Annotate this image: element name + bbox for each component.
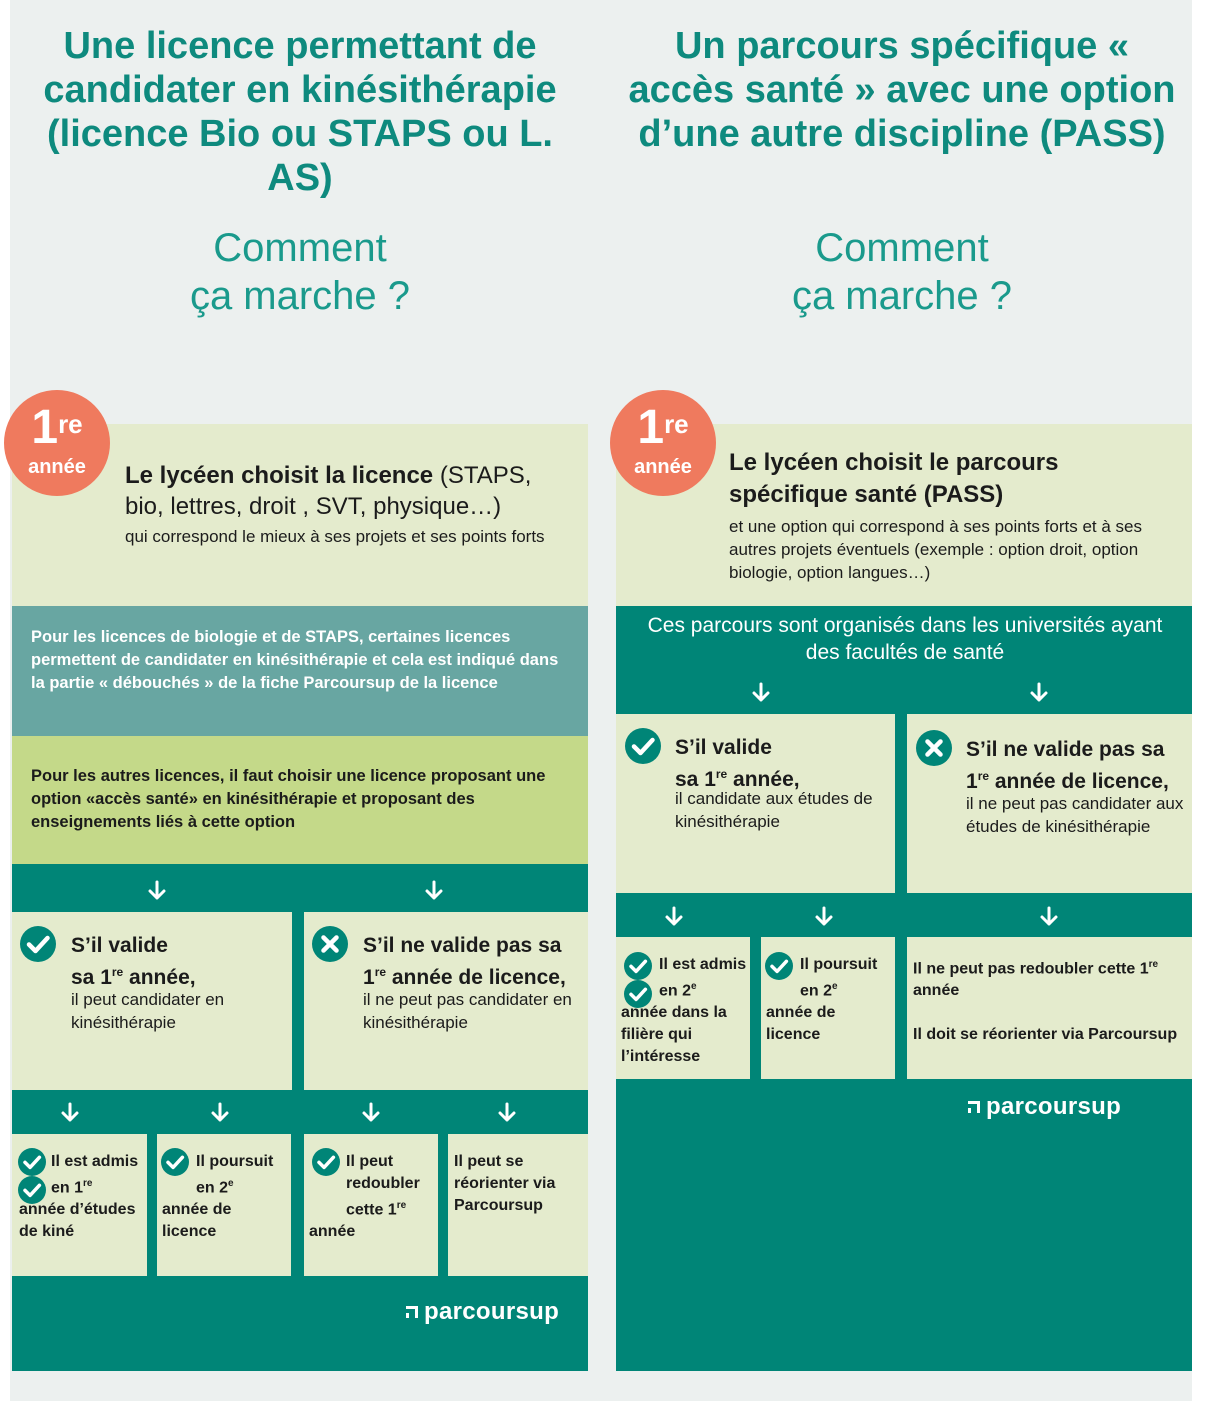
right-outcome-admis-text: Il est admis en 2e année dans la filière qui l’intéresse — [621, 956, 747, 1066]
left-outcome-reorienter-text: Il peut se réorienter via Parcoursup — [454, 1153, 556, 1214]
left-parcoursup-logo: parcoursup — [406, 1298, 559, 1326]
arrow-down-icon — [360, 1102, 382, 1124]
arrow-down-icon — [423, 880, 445, 902]
right-intro-bold: Le lycéen choisit le parcours spécifique santé (PASS) — [729, 449, 1059, 508]
right-subtitle-line2: ça marche ? — [791, 274, 1013, 318]
right-valid-text: il candidate aux études de kinésithérapie — [675, 789, 873, 831]
check-icon — [625, 728, 661, 764]
right-intro-small: et une option qui correspond à ses points forts et à ses autres projets éventuels (exemple : option droit, option biologie, option langues…) — [729, 517, 1142, 582]
right-outcome-redoubler-text: Il ne peut pas redoubler cette 1re année Il doit se réorienter via Parcoursup — [913, 959, 1178, 1044]
right-badge-label: année — [634, 456, 692, 478]
left-outcome-poursuit-text: Il poursuit en 2e année de licence — [162, 1153, 274, 1241]
left-fail-title: S’il ne valide pas sa 1re année de licence, — [363, 934, 566, 989]
parcoursup-logo-icon — [406, 1303, 422, 1319]
left-info-grayteal-text: Pour les licences de biologie et de STAPS, certaines licences permettent de candidater en kinésithérapie et cela est indiqué dans la partie « débouchés » de la fiche Parcoursup de la licence — [31, 628, 559, 692]
right-fail-title: S’il ne valide pas sa 1re année de licence, — [966, 738, 1169, 793]
left-badge-label: année — [28, 456, 86, 478]
arrow-down-icon — [209, 1102, 231, 1124]
left-intro-text — [125, 460, 575, 522]
right-valid-title: S’il valide sa 1re année, — [675, 736, 800, 791]
parcoursup-logo-icon — [968, 1098, 984, 1114]
left-intro-small: qui correspond le mieux à ses projets et ses points forts — [125, 527, 545, 546]
left-outcome-admis-text: Il est admis en 1re année d’études de kiné — [19, 1153, 139, 1241]
left-year-badge — [4, 390, 110, 496]
right-title: Un parcours spécifique « accès santé » avec une option d’une autre discipline (PASS) — [628, 25, 1176, 155]
left-intro-bold: Le lycéen choisit la licence — [125, 462, 434, 489]
arrow-down-icon — [146, 880, 168, 902]
left-subtitle-line2: ça marche ? — [189, 274, 411, 318]
arrow-down-icon — [663, 906, 685, 928]
right-fail-text: il ne peut pas candidater aux études de kinésithérapie — [966, 794, 1184, 836]
left-title: Une licence permettant de candidater en kinésithérapie (licence Bio ou STAPS ou L. AS) — [43, 25, 557, 199]
arrow-down-icon — [59, 1102, 81, 1124]
right-year-badge — [610, 390, 716, 496]
arrow-down-icon — [813, 906, 835, 928]
arrow-down-icon — [496, 1102, 518, 1124]
right-badge-number: 1re — [637, 401, 689, 454]
left-outcome-redoubler-text: Il peut redoubler cette 1re année — [309, 1153, 420, 1241]
check-icon — [20, 926, 56, 962]
right-subtitle — [622, 224, 1182, 320]
right-teal-info: Ces parcours sont organisés dans les universités ayant des facultés de santé — [647, 614, 1163, 664]
cross-icon — [312, 926, 348, 962]
left-valid-text: il peut candidater en kinésithérapie — [71, 990, 225, 1032]
right-parcoursup-logo: parcoursup — [968, 1093, 1121, 1121]
cross-icon — [916, 730, 952, 766]
left-subtitle-line1: Comment — [213, 226, 387, 270]
left-info-lime-text: Pour les autres licences, il faut choisir une licence proposant une option «accès santé» en kinésithérapie et proposant des enseignements liés à cette option — [31, 767, 546, 831]
left-fail-text: il ne peut pas candidater en kinésithérapie — [363, 990, 572, 1032]
arrow-down-icon — [750, 682, 772, 704]
left-badge-number: 1re — [31, 401, 83, 454]
left-intro-rest: (STAPS, bio, lettres, droit , SVT, physique…) — [125, 462, 532, 520]
left-valid-title: S’il valide sa 1re année, — [71, 934, 196, 989]
left-subtitle — [20, 224, 580, 320]
right-subtitle-line1: Comment — [815, 226, 989, 270]
right-outcome-poursuit-text: Il poursuit en 2e année de licence — [766, 956, 878, 1044]
arrow-down-icon — [1028, 682, 1050, 704]
arrow-down-icon — [1038, 906, 1060, 928]
